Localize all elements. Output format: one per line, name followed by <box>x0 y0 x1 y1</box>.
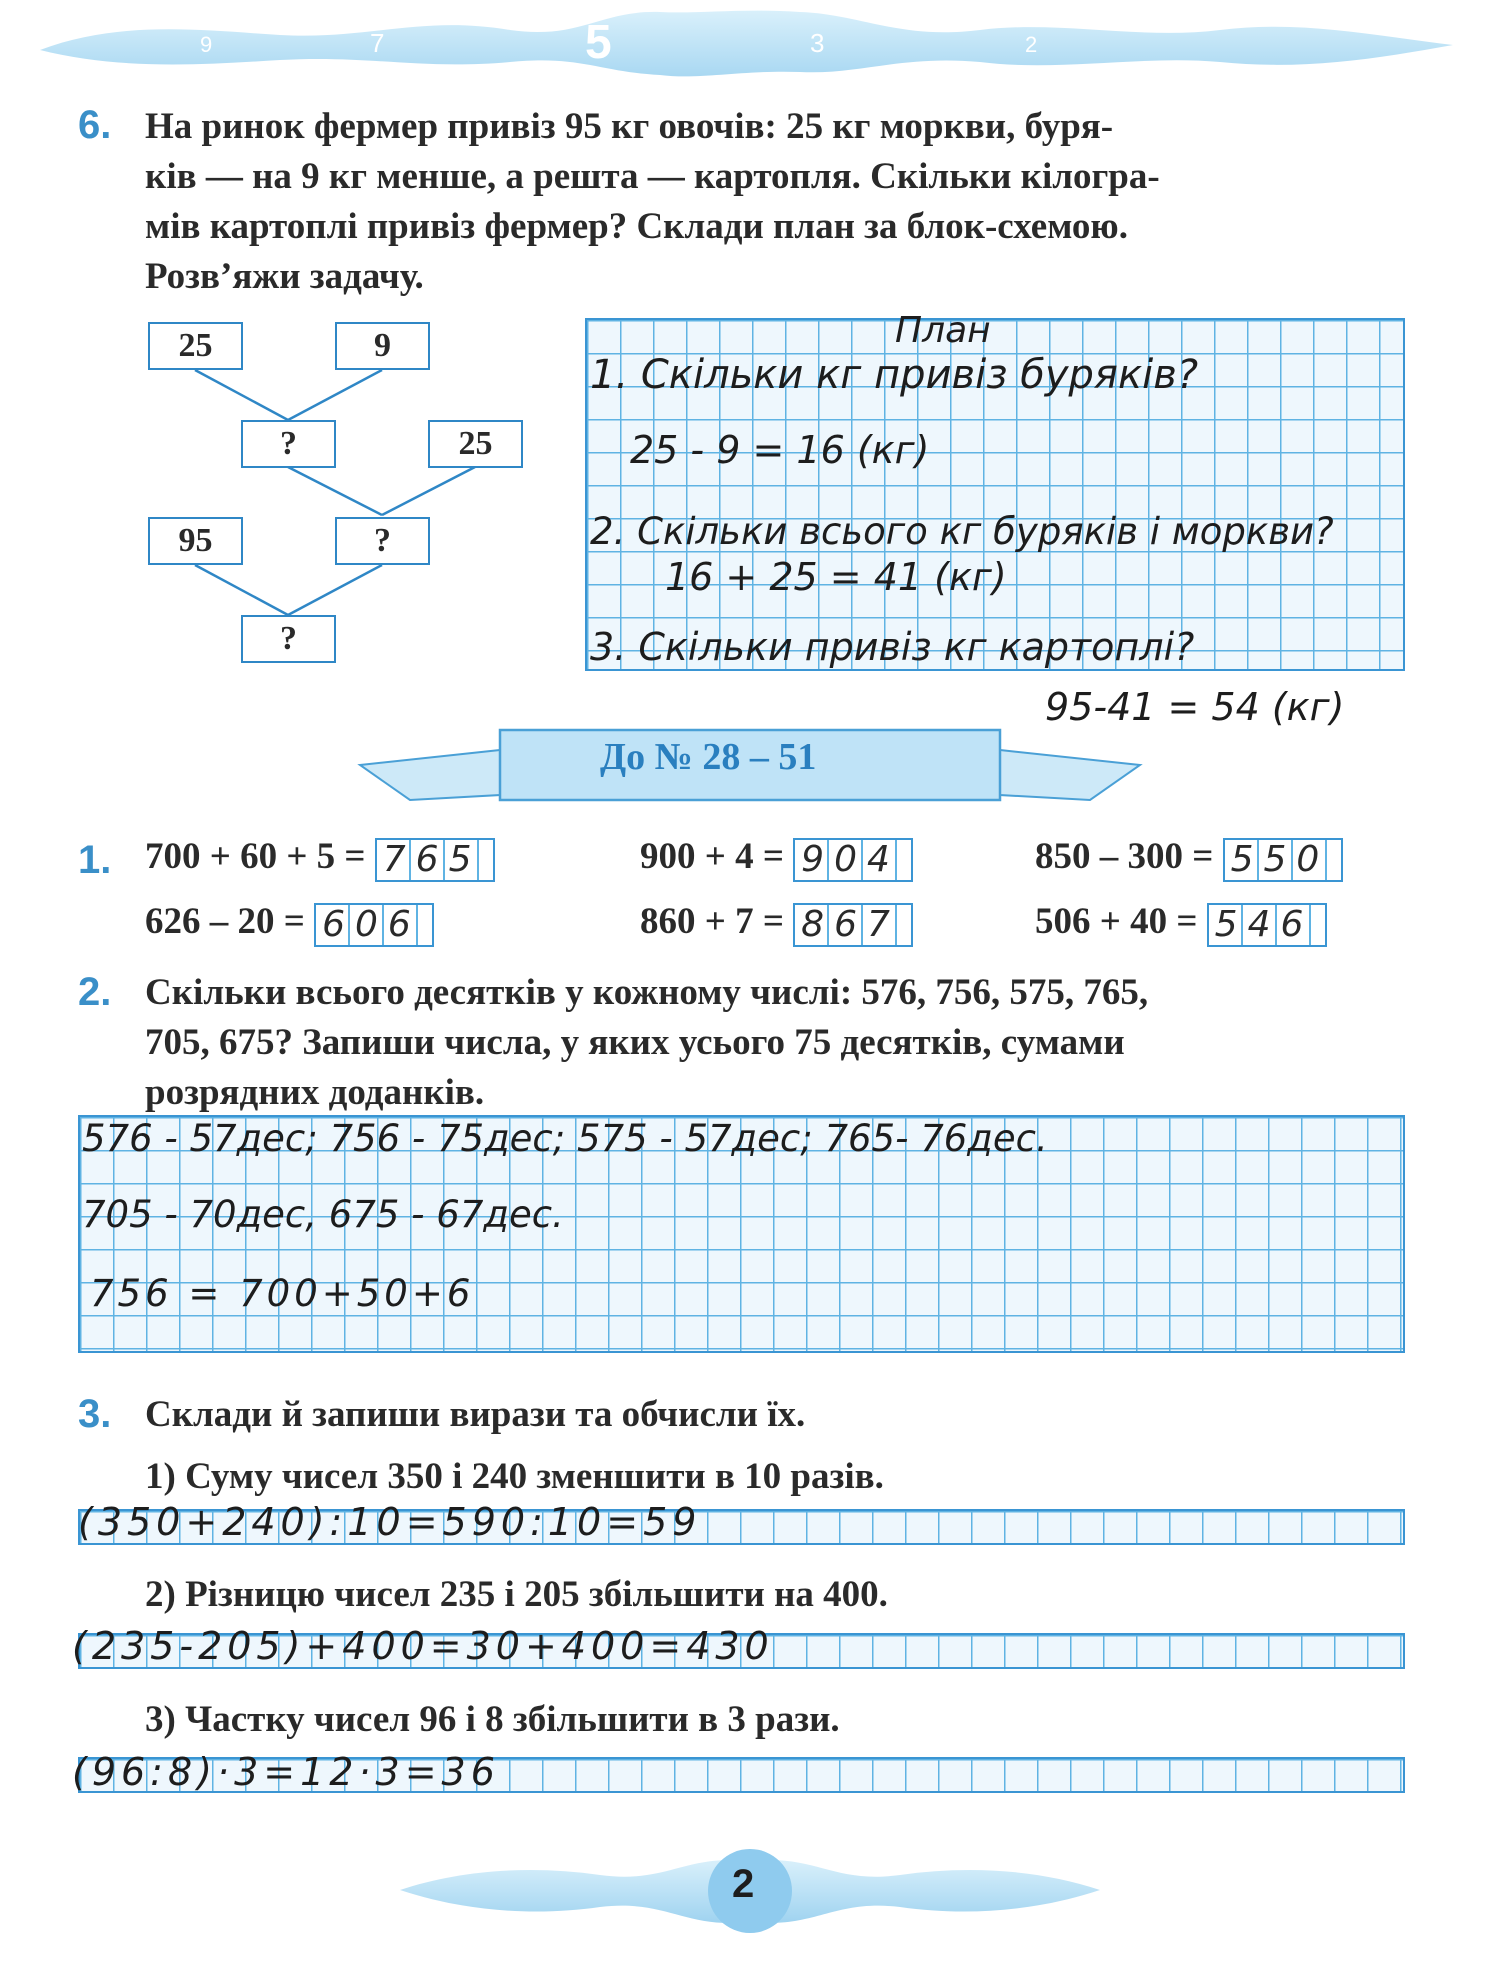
answer-box <box>793 838 913 882</box>
answer-text: 765 <box>382 838 482 880</box>
plan-question-3: 3. Скільки привіз кг картоплі? <box>590 625 1195 669</box>
deco-digit: 3 <box>810 28 825 58</box>
scheme-box: ? <box>241 615 336 663</box>
task6-line: На ринок фермер привіз 95 кг овочів: 25 кг моркви, буря- <box>145 106 1114 147</box>
expr-text: 700 + 60 + 5 = <box>145 836 366 877</box>
task1-expr <box>145 900 434 947</box>
task2-answer-line: 705 - 70дес, 675 - 67дес. <box>82 1193 564 1236</box>
task1-expr <box>640 900 913 947</box>
scheme-box: ? <box>241 420 336 468</box>
task2-answer-line: 576 - 57дес; 756 - 75дес; 575 - 57дес; 765- 76дес. <box>82 1117 1048 1160</box>
task3-answer: (350+240):10=590:10=59 <box>78 1500 702 1544</box>
task3-item-text: 2) Різницю чисел 235 і 205 збільшити на 400. <box>145 1574 888 1615</box>
answer-box <box>314 903 434 947</box>
task6-text <box>145 102 1400 302</box>
task2-text <box>145 968 1400 1118</box>
deco-digit: 7 <box>370 28 385 58</box>
task3-answer: (96:8)·3=12·3=36 <box>72 1750 500 1794</box>
scheme-box: 25 <box>148 322 243 370</box>
task6-number: 6. <box>78 103 112 147</box>
expr-text: 626 – 20 = <box>145 901 305 942</box>
plan-answer-1: 25 - 9 = 16 (кг) <box>630 428 930 472</box>
task3-number: 3. <box>78 1392 112 1436</box>
answer-text: 546 <box>1214 903 1314 945</box>
task1-number: 1. <box>78 838 112 882</box>
task3-item-text: 3) Частку чисел 96 і 8 збільшити в 3 рази. <box>145 1699 840 1740</box>
task2-line: 705, 675? Запиши числа, у яких усього 75 десятків, сумами <box>145 1022 1125 1063</box>
plan-question-1: 1. Скільки кг привіз буряків? <box>590 352 1199 398</box>
answer-box <box>1207 903 1327 947</box>
scheme-box: 95 <box>148 517 243 565</box>
section-title: До № 28 – 51 <box>600 736 817 778</box>
task3-intro: Склади й запиши вирази та обчисли їх. <box>145 1394 806 1435</box>
expr-text: 860 + 7 = <box>640 901 784 942</box>
task1-expr <box>640 835 913 882</box>
task6-line: мів картоплі привіз фермер? Склади план за блок-схемою. <box>145 206 1128 247</box>
deco-digit: 2 <box>1025 32 1038 57</box>
answer-box <box>793 903 913 947</box>
task6-line: Розв’яжи задачу. <box>145 256 424 297</box>
block-scheme-lines <box>140 320 540 670</box>
answer-box <box>1223 838 1343 882</box>
answer-text: 550 <box>1230 838 1330 880</box>
task3-item-text: 1) Суму чисел 350 і 240 зменшити в 10 разів. <box>145 1456 884 1497</box>
expr-text: 850 – 300 = <box>1035 836 1214 877</box>
scheme-box: ? <box>335 517 430 565</box>
task3-answer: (235-205)+400=30+400=430 <box>72 1624 774 1668</box>
task2-line: розрядних доданків. <box>145 1072 485 1113</box>
task2-answer-line: 756 = 700+50+6 <box>90 1272 475 1315</box>
task2-number: 2. <box>78 970 112 1014</box>
page-number: 2 <box>732 1862 755 1906</box>
plan-answer-3: 95-41 = 54 (кг) <box>1045 685 1345 729</box>
plan-question-2: 2. Скільки всього кг буряків і моркви? <box>590 510 1334 553</box>
plan-title: План <box>895 310 991 351</box>
answer-text: 904 <box>801 838 900 880</box>
task1-expr <box>1035 900 1327 947</box>
page-marker: 5 <box>585 16 612 69</box>
answer-text: 867 <box>801 903 900 945</box>
answer-box <box>375 838 495 882</box>
deco-digit: 9 <box>200 32 213 57</box>
scheme-box: 9 <box>335 322 430 370</box>
expr-text: 506 + 40 = <box>1035 901 1198 942</box>
task6-line: ків — на 9 кг менше, а решта — картопля. Скільки кілогра- <box>145 156 1160 197</box>
answer-text: 606 <box>322 903 421 945</box>
top-banner <box>40 0 1453 90</box>
task2-line: Скільки всього десятків у кожному числі: 576, 756, 575, 765, <box>145 972 1149 1013</box>
plan-answer-2: 16 + 25 = 41 (кг) <box>665 555 1007 599</box>
expr-text: 900 + 4 = <box>640 836 784 877</box>
task1-expr <box>145 835 495 882</box>
scheme-box: 25 <box>428 420 523 468</box>
task1-expr <box>1035 835 1343 882</box>
